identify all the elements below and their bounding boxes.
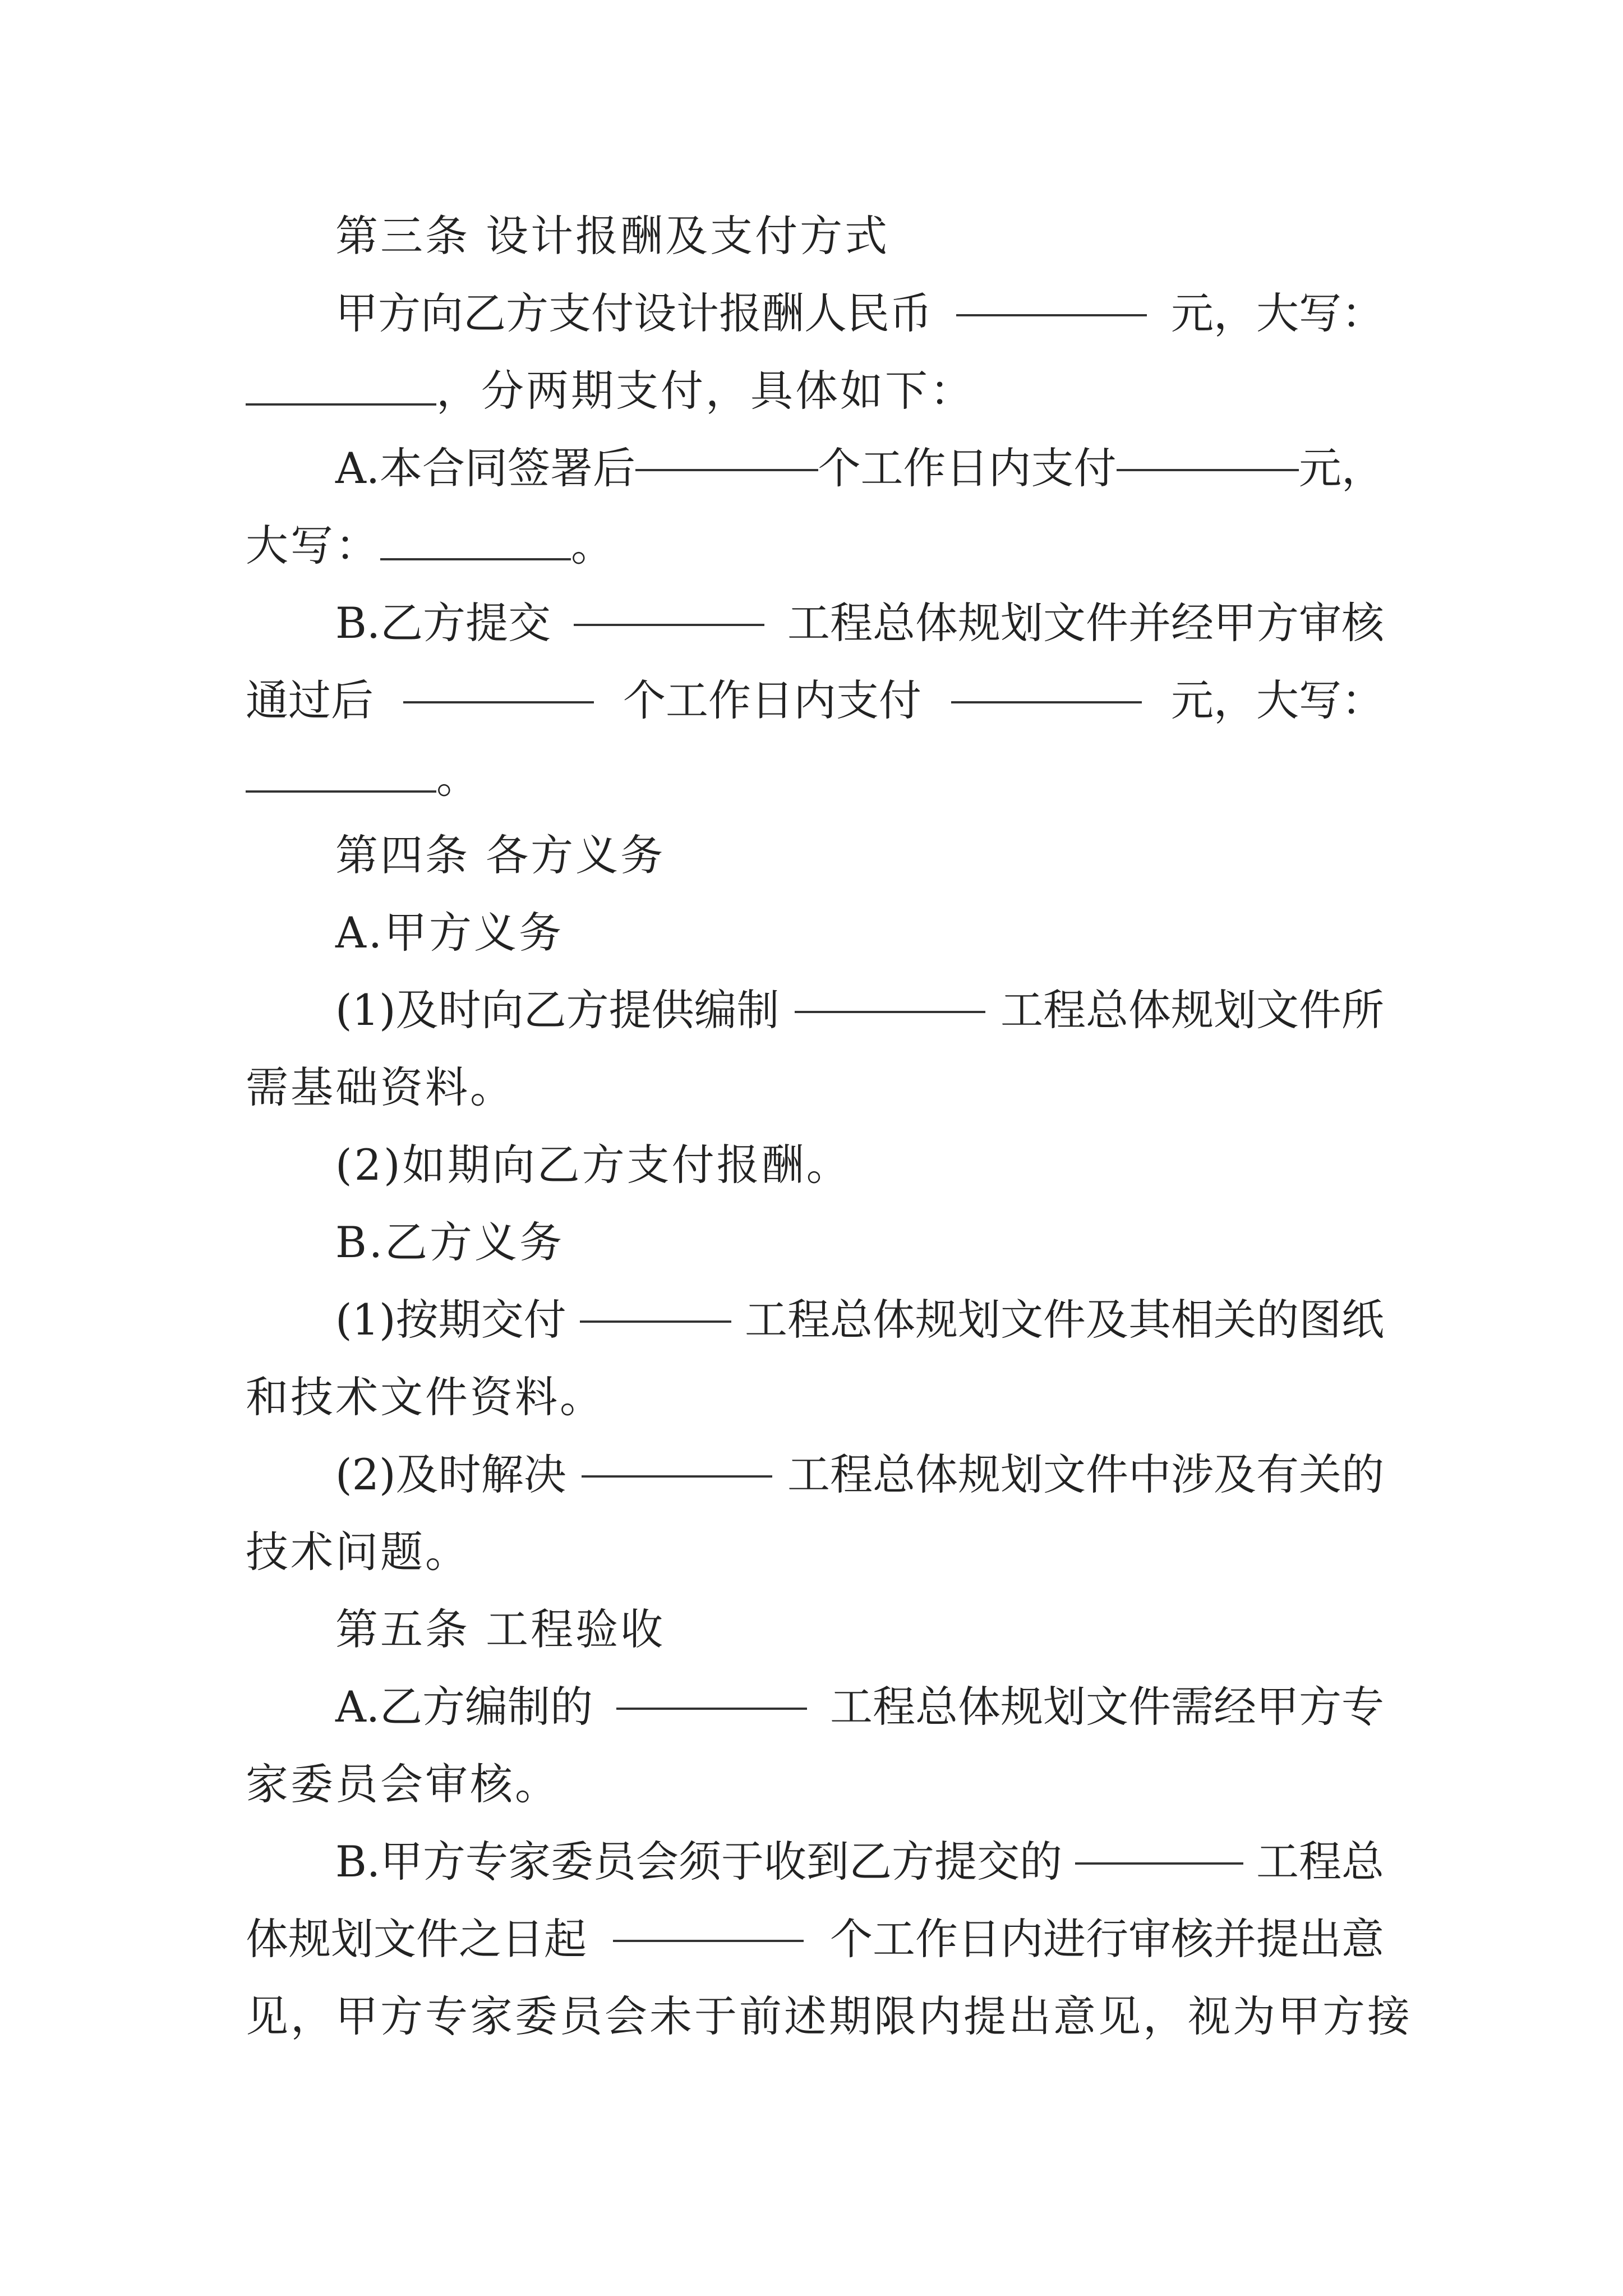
text-segment: (1)及时向乙方提供编制 <box>335 985 780 1035</box>
article-4-item-line <box>246 1049 1384 1126</box>
text-segment: B.乙方义务 <box>335 1217 565 1267</box>
text-segment: ，分两期支付，具体如下： <box>436 366 975 416</box>
article-3-title <box>246 197 1384 275</box>
text-segment: 需基础资料。 <box>246 1062 515 1112</box>
article-4-item-line <box>246 1513 1384 1591</box>
text-segment: 工程总 <box>1256 1837 1384 1887</box>
text-segment: 见，甲方专家委员会未于前述期限内提出意见，视为甲方接 <box>246 1991 1412 2041</box>
article-3-paragraph-line <box>246 352 1384 430</box>
article-4-title <box>246 817 1384 894</box>
text-segment: 和技术文件资料。 <box>246 1372 605 1422</box>
article-5-clause-b-line <box>246 1823 1384 1901</box>
text-segment: 工程总体规划文件所 <box>1000 985 1384 1035</box>
project-name-blank <box>582 1436 772 1478</box>
text-segment: A.乙方编制的 <box>335 1682 593 1732</box>
amount-words-blank <box>246 364 436 406</box>
heading-text: 第五条 工程验收 <box>335 1604 666 1654</box>
text-segment: A.本合同签署后 <box>335 443 636 493</box>
text-segment: 通过后 <box>246 675 374 725</box>
article-5-title <box>246 1591 1384 1668</box>
article-5-clause-b-line <box>246 1901 1384 1978</box>
text-segment: 。 <box>571 521 616 570</box>
document-body <box>246 197 1412 2055</box>
amount-words-blank <box>246 751 436 793</box>
text-segment: 大写： <box>246 521 380 570</box>
project-name-blank <box>616 1668 807 1710</box>
text-segment: (1)按期交付 <box>335 1295 566 1345</box>
amount-words-blank <box>380 519 571 560</box>
text-segment: 元，大写： <box>1171 288 1384 338</box>
text-segment: 工程总体规划文件及其相关的图纸 <box>745 1295 1384 1345</box>
heading-text: 第四条 各方义务 <box>335 830 666 880</box>
article-3-clause-b-line <box>246 739 1384 817</box>
text-segment: B.乙方提交 <box>335 598 551 648</box>
text-segment: 技术问题。 <box>246 1527 470 1577</box>
text-segment: 元，大写： <box>1171 675 1384 725</box>
days-blank <box>613 1901 804 1942</box>
text-segment: 个工作日内进行审核并提出意 <box>830 1914 1384 1964</box>
project-name-blank <box>580 1281 731 1323</box>
text-segment: 个工作日内支付 <box>623 675 921 725</box>
article-3-clause-b-line <box>246 585 1384 662</box>
days-blank <box>635 430 818 471</box>
article-5-clause-a-line <box>246 1746 1384 1823</box>
article-3-clause-b-line <box>246 662 1384 739</box>
text-segment: 元， <box>1298 443 1384 493</box>
days-blank <box>403 662 594 703</box>
amount-blank <box>956 275 1147 316</box>
text-segment: 体规划文件之日起 <box>246 1914 587 1964</box>
text-segment: A.甲方义务 <box>335 908 564 958</box>
article-4-section-a <box>246 894 1384 972</box>
text-segment: 工程总体规划文件需经甲方专 <box>829 1682 1384 1732</box>
amount-blank <box>951 662 1142 703</box>
article-4-item-line <box>246 1281 1384 1359</box>
article-4-item-line <box>246 1436 1384 1513</box>
article-3-paragraph-line <box>246 275 1384 352</box>
article-4-item-line <box>246 1359 1384 1436</box>
article-4-item-line <box>246 1126 1384 1204</box>
heading-text: 第三条 设计报酬及支付方式 <box>335 211 890 261</box>
project-name-blank <box>1075 1823 1243 1865</box>
article-4-section-b <box>246 1204 1384 1281</box>
text-segment: 甲方向乙方支付设计报酬人民币 <box>335 288 932 338</box>
project-name-blank <box>574 585 764 626</box>
text-segment: 个工作日内支付 <box>818 443 1117 493</box>
text-segment: 工程总体规划文件并经甲方审核 <box>787 598 1384 648</box>
article-3-clause-a-line <box>246 507 1384 585</box>
text-segment: 家委员会审核。 <box>246 1759 560 1809</box>
article-4-item-line <box>246 972 1384 1049</box>
text-segment: (2)及时解决 <box>335 1450 566 1499</box>
text-segment: 。 <box>436 753 481 803</box>
article-3-clause-a-line <box>246 430 1384 507</box>
amount-blank <box>1117 430 1299 471</box>
text-segment: B.甲方专家委员会须于收到乙方提交的 <box>335 1837 1063 1887</box>
text-segment: 工程总体规划文件中涉及有关的 <box>787 1450 1384 1499</box>
text-segment: (2)如期向乙方支付报酬。 <box>335 1140 851 1190</box>
article-5-clause-a-line <box>246 1668 1384 1746</box>
article-5-clause-b-line <box>246 1978 1412 2055</box>
project-name-blank <box>795 972 985 1013</box>
